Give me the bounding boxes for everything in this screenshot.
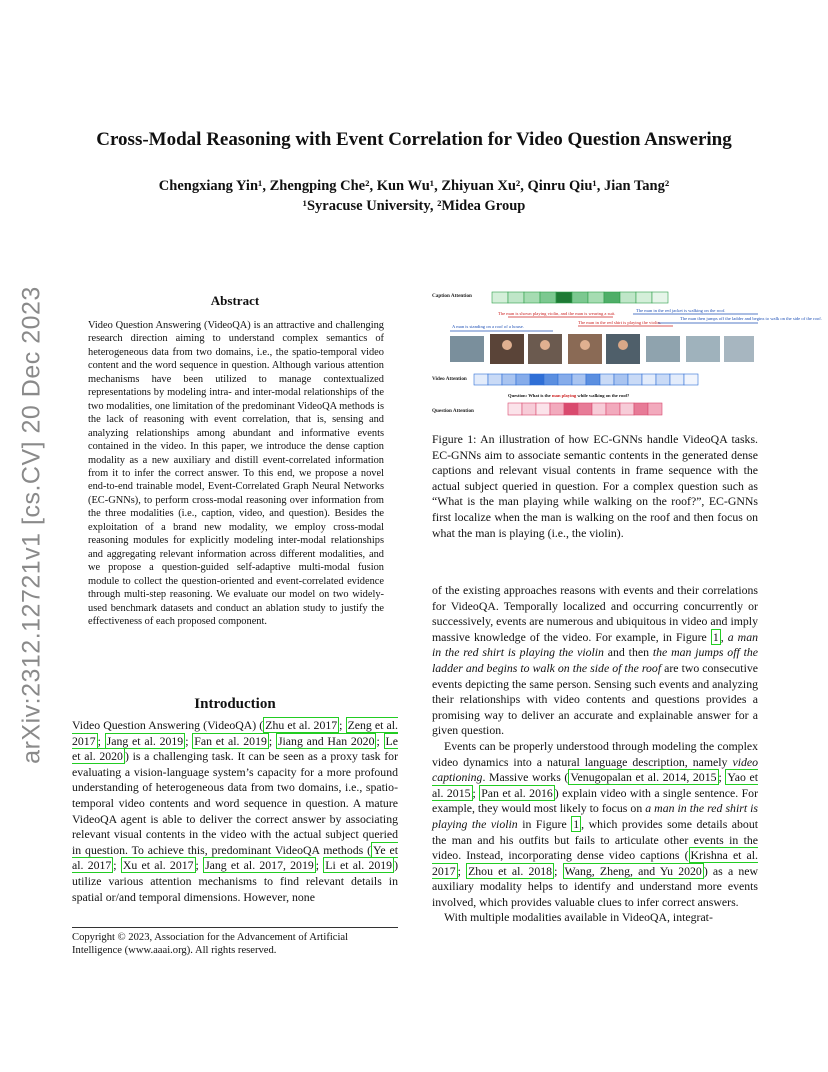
caption-event-a: A man is standing on a roof of a house. <box>452 324 524 329</box>
citation-link[interactable]: Li et al. 2019 <box>325 858 393 873</box>
figure-1 <box>428 290 822 420</box>
question-attention-bar <box>508 403 662 415</box>
paper-title: Cross-Modal Reasoning with Event Correlation for Video Question Answering <box>96 129 732 150</box>
body-emphasis: a man in the red shirt is playing the violin <box>432 801 758 831</box>
body-text: ) explain video with a single sentence. For example, they would most likely to focus on <box>432 785 758 816</box>
right-column-body <box>432 583 758 926</box>
body-text: are two consecutive events depicting the same person. Sensing such events and analyzing their relationships with video contents and questions provides a promising way to deliver an accurate and explainable answer for a given question. <box>432 660 758 738</box>
body-text: ) as a new auxiliary modality helps to identify and understand more events involved, which provides valuable clues to infer correct answers. <box>432 863 759 909</box>
abstract-text: Video Question Answering (VideoQA) is an attractive and challenging research direction aiming to understand complex semantics of heterogeneous data from two domains, i.e., the spatio-temporal video content and the word sequence in question. Although various attention mechanisms have been utilized to manage contextualized representations by modeling intra- and inter-modal relationships of the two modalities, one limitation of the predominant VideoQA methods is the lack of reasoning with event correlation, that is, sensing and analyzing relationships among abundant and informative events contained in the video. In this paper, we introduce the dense caption modality as a new auxiliary and distill event-correlated information from it to infer the correct answer. To this end, we propose a novel end-to-end trainable model, Event-Correlated Graph Neural Networks (EC-GNNs), to perform cross-modal reasoning over information from the three modalities (i.e., caption, video, and question). Besides the exploitation of a brand new modality, we employ cross-modal reasoning modules for explicitly modeling inter-modal relationships and aggregating relevant information across different modalities, and we propose a question-guided self-adaptive multi-modal fusion module to collect the question-oriented and event-correlated evidence through multi-step reasoning. We evaluate our model on two widely-used benchmark datasets and conduct an ablation study to justify the effectiveness of each proposed component. <box>88 320 384 627</box>
arxiv-stamp-text: arXiv:2312.12721v1 [cs.CV] 20 Dec 2023 <box>17 286 46 764</box>
body-text: ; <box>457 863 467 878</box>
citation-link[interactable]: Wang, Zheng, and Yu 2020 <box>564 863 702 878</box>
figure-question: Question: What is the man playing while walking on the roof? <box>508 393 630 398</box>
caption-attention-bar <box>492 292 668 303</box>
figure-reference-link[interactable]: 1 <box>573 816 580 831</box>
citation-link[interactable]: Pan et al. 2016 <box>481 785 553 800</box>
caption-event-e: The man then jumps off the ladder and begins to walk on the side of the roof. <box>680 316 822 321</box>
citation-link[interactable]: Le et al. 2020 <box>72 733 398 764</box>
caption-event-d: The man in the red jacket is walking on the roof. <box>636 308 726 313</box>
affiliations-line: ¹Syracuse University, ²Midea Group <box>302 198 526 214</box>
video-frame-strip <box>450 334 754 364</box>
citation-link[interactable]: Ye et al. 2017 <box>72 842 398 873</box>
intro-text: ) utilize various attention mechanisms to find relevant details in spatial or/and temporal dimensions. However, none <box>72 858 399 904</box>
citation-link[interactable]: Fan et al. 2019 <box>194 733 267 748</box>
video-attention-label: Video Attention <box>432 376 467 382</box>
authors-line: Chengxiang Yin¹, Zhengping Che², Kun Wu¹, Zhiyuan Xu², Qinru Qiu¹, Jian Tang² <box>158 178 670 194</box>
body-emphasis: the man jumps off the ladder and begins to walk on the side of the roof <box>432 645 758 675</box>
abstract-heading: Abstract <box>210 293 260 308</box>
intro-text: ) is a challenging task. It can be seen as a proxy task for evaluating a vision-language system’s capacity for a more profound understanding of heterogeneous data from two domains, i.e., spatio-temporal video contents and word sequence in question. A mature VideoQA agent is able to deliver the correct answer by associating relevant visual contents in the video with the actual subject queried in question. To achieve this, predominant VideoQA methods ( <box>72 749 399 857</box>
body-text: and then <box>603 645 653 660</box>
introduction-heading: Introduction <box>194 696 276 712</box>
intro-text: ; <box>376 733 384 748</box>
body-text: of the existing approaches reasons with events and their correlations for VideoQA. Temporally localized and occurring concurrently or successively, events are numerous and ubiquitous in video and imply massive knowledge of the video. For example, in Figure <box>432 583 758 644</box>
copyright-footnote: Copyright © 2023, Association for the Advancement of Artificial Intelligence (www.aaai.org). All rights reserved. <box>72 927 398 957</box>
caption-event-c: The man in the red shirt is playing the violin. <box>578 320 661 325</box>
body-text: in Figure <box>517 816 572 831</box>
intro-text: ; <box>315 858 324 873</box>
body-text: ; <box>472 785 480 800</box>
caption-attention-label: Caption Attention <box>432 293 472 299</box>
citation-link[interactable]: Jiang and Han 2020 <box>277 733 375 748</box>
citation-link[interactable]: Jang et al. 2017, 2019 <box>205 858 314 873</box>
citation-link[interactable]: Yao et al. 2015 <box>432 770 758 800</box>
intro-text: ; <box>185 733 193 748</box>
question-attention-label: Question Attention <box>432 408 474 414</box>
intro-text: ; <box>113 858 121 873</box>
introduction-paragraph <box>72 718 398 905</box>
body-emphasis: a man in the red shirt is playing the violin <box>432 629 758 660</box>
figure-1-caption: Figure 1: An illustration of how EC-GNNs handle VideoQA tasks. EC-GNNs aim to associate semantic contents in the generated dense captions and relevant visual contents in frame sequence with the actual subject queried in question. For a complex question such as “What is the man playing while walking on the roof?”, EC-GNNs first localize when the man is walking on the roof and then focus on what the man is playing (i.e., the violin). <box>432 432 758 540</box>
citation-link[interactable]: Xu et al. 2017 <box>122 858 194 873</box>
body-text: Events can be properly understood through modeling the complex video dynamics into a natural language description, namely <box>432 738 758 769</box>
intro-text: ; <box>97 733 105 748</box>
caption-event-b: The man is shown playing violin, and the man is wearing a suit. <box>498 311 616 316</box>
citation-link[interactable]: Zeng et al. 2017 <box>72 718 399 748</box>
citation-link[interactable]: Krishna et al. 2017 <box>432 848 758 878</box>
right-paragraph-2 <box>432 739 758 911</box>
right-paragraph-3: With multiple modalities available in VideoQA, integrat- <box>444 910 713 925</box>
body-text: . Massive works ( <box>482 770 569 785</box>
intro-text: ; <box>195 858 204 873</box>
intro-text: ; <box>268 733 276 748</box>
body-text: , <box>720 629 728 644</box>
citation-link[interactable]: Jang et al. 2019 <box>106 733 184 748</box>
video-attention-bar <box>474 374 698 385</box>
citation-link[interactable]: Zhu et al. 2017 <box>265 718 338 732</box>
intro-text: Video Question Answering (VideoQA) ( <box>72 718 264 732</box>
body-text: , which provides some details about the man and his outfits but fails to articulate other events in the video. Instead, incorporating dense video captions ( <box>432 816 759 863</box>
arxiv-stamp <box>17 285 46 765</box>
figure-reference-link[interactable]: 1 <box>712 629 719 644</box>
citation-link[interactable]: Zhou et al. 2018 <box>468 863 553 878</box>
citation-link[interactable]: Venugopalan et al. 2014, 2015 <box>570 770 717 785</box>
body-emphasis: video captioning <box>432 754 758 785</box>
body-text: ; <box>718 770 726 785</box>
intro-text: ; <box>339 718 346 732</box>
right-paragraph-1 <box>432 583 758 739</box>
body-text: ; <box>554 863 563 878</box>
author-block <box>0 176 828 216</box>
